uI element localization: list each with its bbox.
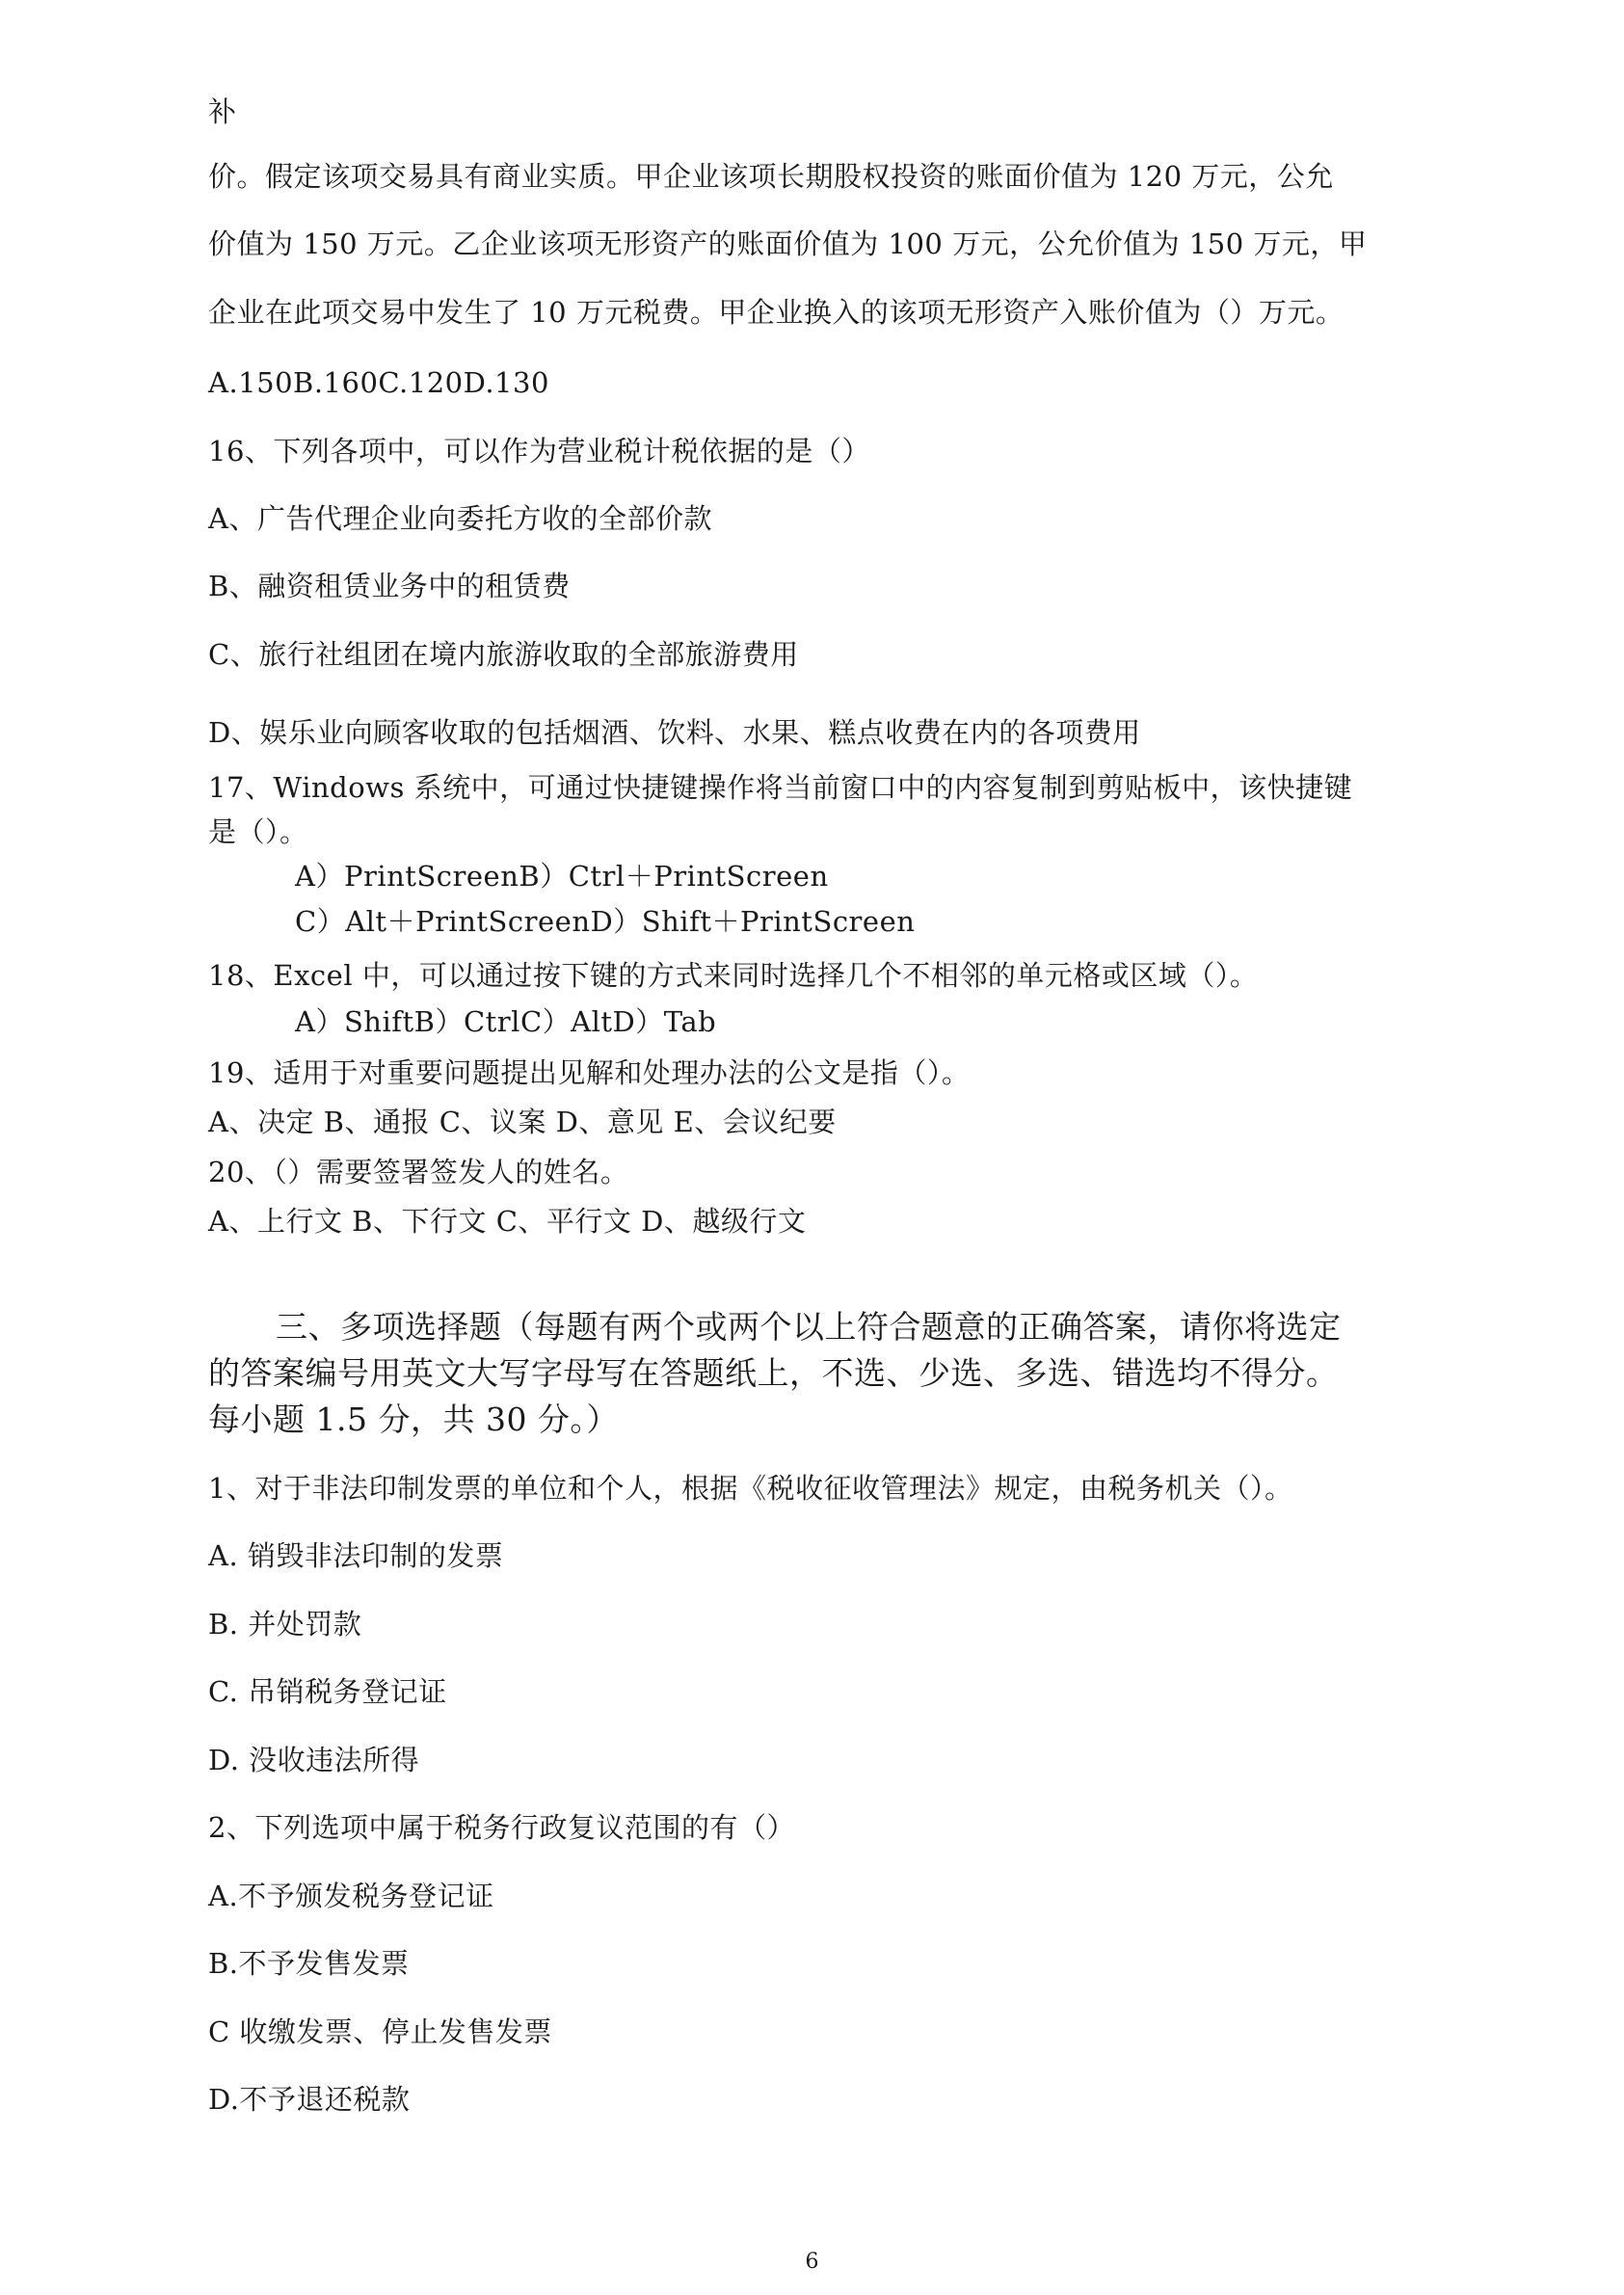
- option-c: C、旅行社组团在境内旅游收取的全部旅游费用: [208, 638, 799, 671]
- page-number: 6: [805, 2250, 819, 2274]
- question-19: 19、适用于对重要问题提出见解和处理办法的公文是指（）。: [208, 1056, 971, 1089]
- question-16: 16、下列各项中，可以作为营业税计税依据的是（）: [208, 435, 870, 467]
- mc-question-1: 1、对于非法印制发票的单位和个人，根据《税收征收管理法》规定，由税务机关（）。: [208, 1472, 1293, 1505]
- question-17-options-1: A）PrintScreenB）Ctrl＋PrintScreen: [295, 860, 829, 893]
- option-d: D、娱乐业向顾客收取的包括烟酒、饮料、水果、糕点收费在内的各项费用: [208, 716, 1141, 749]
- text-line: 价。假定该项交易具有商业实质。甲企业该项长期股权投资的账面价值为 120 万元，公允: [208, 160, 1334, 193]
- text-line: 价值为 150 万元。乙企业该项无形资产的账面价值为 100 万元，公允价值为 150 万元，甲: [208, 227, 1368, 260]
- mc-option-a: A. 销毁非法印制的发票: [208, 1539, 504, 1572]
- section-heading-line: 三、多项选择题（每题有两个或两个以上符合题意的正确答案，请你将选定: [276, 1308, 1342, 1346]
- section-heading-line: 的答案编号用英文大写字母写在答题纸上，不选、少选、多选、错选均不得分。: [208, 1354, 1339, 1392]
- mc-option-c: C 收缴发票、停止发售发票: [208, 2015, 552, 2048]
- mc-option-b: B. 并处罚款: [208, 1608, 362, 1641]
- option-b: B、融资租赁业务中的租赁费: [208, 570, 571, 602]
- option-a: A、广告代理企业向委托方收的全部价款: [208, 502, 712, 535]
- question-18: 18、Excel 中，可以通过按下键的方式来同时选择几个不相邻的单元格或区域（）。: [208, 959, 1259, 992]
- mc-option-d: D. 没收违法所得: [208, 1744, 420, 1776]
- mc-question-2: 2、下列选项中属于税务行政复议范围的有（）: [208, 1811, 795, 1844]
- mc-option-a: A.不予颁发税务登记证: [208, 1880, 494, 1912]
- section-heading: [208, 1304, 1432, 1443]
- question-17-options-2: C）Alt＋PrintScreenD）Shift＋PrintScreen: [295, 905, 916, 938]
- mc-option-b: B.不予发售发票: [208, 1947, 410, 1980]
- question-20-options: A、上行文 B、下行文 C、平行文 D、越级行文: [208, 1205, 807, 1238]
- question-19-options: A、决定 B、通报 C、议案 D、意见 E、会议纪要: [208, 1106, 837, 1138]
- section-heading-line: 每小题 1.5 分，共 30 分。）: [208, 1401, 619, 1438]
- mc-option-d: D.不予退还税款: [208, 2083, 411, 2116]
- text-line: 补: [208, 95, 237, 128]
- question-18-options: A）ShiftB）CtrlC）AltD）Tab: [295, 1005, 717, 1038]
- text-line: 企业在此项交易中发生了 10 万元税费。甲企业换入的该项无形资产入账价值为（）万元。: [208, 296, 1344, 329]
- question-20: 20、（）需要签署签发人的姓名。: [208, 1156, 629, 1188]
- answer-options: A.150B.160C.120D.130: [208, 366, 549, 399]
- question-17: 17、Windows 系统中，可通过快捷键操作将当前窗口中的内容复制到剪贴板中，该快捷键: [208, 771, 1353, 804]
- mc-option-c: C. 吊销税务登记证: [208, 1675, 447, 1708]
- question-17-cont: 是（）。: [208, 815, 308, 848]
